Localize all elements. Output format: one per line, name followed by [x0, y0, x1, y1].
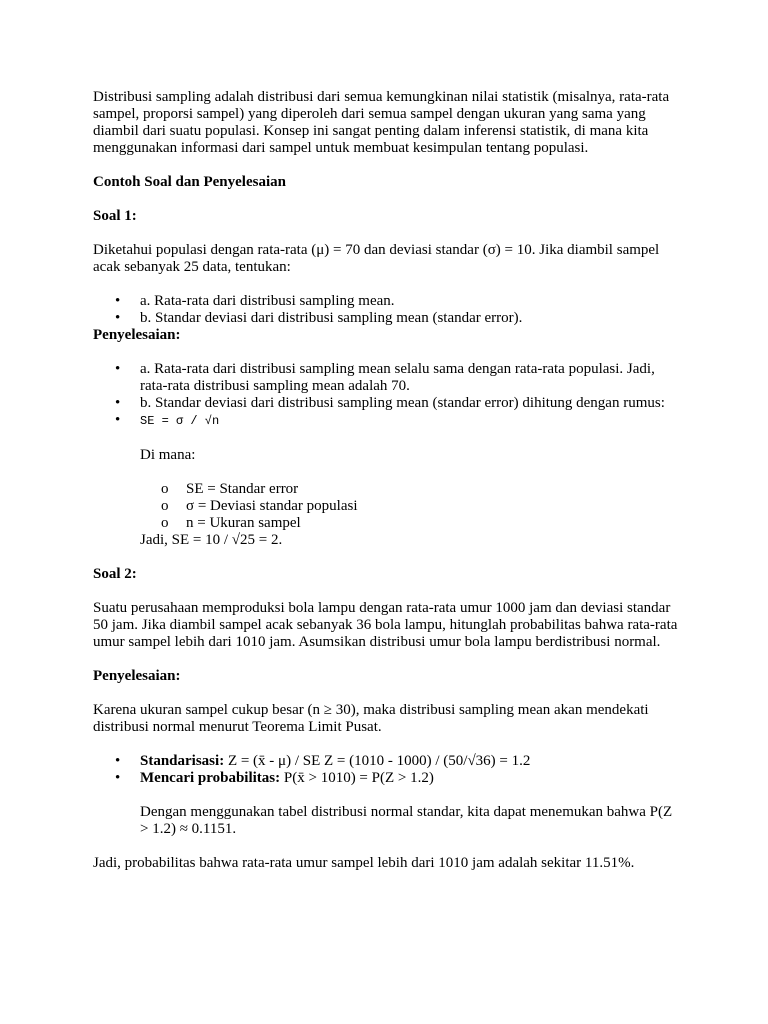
list-item-text: SE = Standar error [186, 481, 299, 497]
document-page [93, 89, 683, 872]
bullet-icon: • [115, 412, 121, 428]
step-label: Mencari probabilitas: [140, 770, 281, 786]
list-item [93, 395, 683, 412]
bullet-icon: • [115, 770, 121, 786]
list-item-text: a. Rata-rata dari distribusi sampling mean. [140, 293, 395, 309]
sub-bullet-icon: o [161, 481, 169, 497]
sub-bullet-icon: o [161, 498, 169, 514]
list-item [93, 753, 683, 770]
soal1-solution-heading: Penyelesaian: [93, 327, 181, 343]
list-item [93, 515, 683, 532]
list-item [93, 412, 683, 430]
soal2-conclusion: Jadi, probabilitas bahwa rata-rata umur sampel lebih dari 1010 jam adalah sekitar 11.51%. [93, 855, 635, 871]
section-title: Contoh Soal dan Penyelesaian [93, 174, 286, 190]
step-label: Standarisasi: [140, 753, 225, 769]
list-item-text: b. Standar deviasi dari distribusi sampling mean (standar error) dihitung dengan rumus: [140, 395, 665, 411]
bullet-icon: • [115, 753, 121, 769]
list-item [93, 498, 683, 515]
where-label: Di mana: [140, 447, 196, 463]
list-item-text: n = Ukuran sampel [186, 515, 301, 531]
formula-text: SE = σ / √n [140, 414, 220, 428]
list-item-text: b. Standar deviasi dari distribusi sampling mean (standar error). [140, 310, 523, 326]
table-note: Dengan menggunakan tabel distribusi normal standar, kita dapat menemukan bahwa P(Z > 1.2) ≈ 0.1151. [140, 804, 673, 837]
sub-bullet-icon: o [161, 515, 169, 531]
list-item [93, 481, 683, 498]
soal2-heading: Soal 2: [93, 566, 137, 582]
soal2-text: Suatu perusahaan memproduksi bola lampu dengan rata-rata umur 1000 jam dan deviasi standar 50 jam. Jika diambil sampel acak sebanyak 36 bola lampu, hitunglah probabilitas bahwa rata-rata umur sampel lebih dari 1010 jam. Asumsikan distribusi umur bola lampu berdistribusi normal. [93, 600, 678, 650]
soal2-solution-heading: Penyelesaian: [93, 668, 181, 684]
list-item [93, 293, 683, 310]
bullet-icon: • [115, 395, 121, 411]
intro-paragraph: Distribusi sampling adalah distribusi dari semua kemungkinan nilai statistik (misalnya, rata-rata sampel, proporsi sampel) yang diperoleh dari semua sampel dengan ukuran yang sama yang diambil dari suatu populasi. Konsep ini sangat penting dalam inferensi statistik, di mana kita menggunakan informasi dari sampel untuk membuat kesimpulan tentang populasi. [93, 89, 670, 156]
soal1-question-list [93, 293, 683, 327]
soal1-solution-list [93, 361, 683, 430]
soal1-conclusion: Jadi, SE = 10 / √25 = 2. [140, 532, 283, 548]
soal1-text: Diketahui populasi dengan rata-rata (μ) = 70 dan deviasi standar (σ) = 10. Jika diambil sampel acak sebanyak 25 data, tentukan: [93, 242, 660, 275]
bullet-icon: • [115, 361, 121, 377]
list-item [93, 361, 683, 395]
list-item [93, 770, 683, 787]
where-list [93, 481, 683, 532]
list-item [93, 310, 683, 327]
list-item-text: σ = Deviasi standar populasi [186, 498, 358, 514]
soal2-steps-list [93, 753, 683, 787]
step-text: P(x̄ > 1010) = P(Z > 1.2) [280, 770, 434, 786]
soal2-solution-text: Karena ukuran sampel cukup besar (n ≥ 30), maka distribusi sampling mean akan mendekati distribusi normal menurut Teorema Limit Pusat. [93, 702, 649, 735]
bullet-icon: • [115, 310, 121, 326]
step-text: Z = (x̄ - μ) / SE Z = (1010 - 1000) / (50/√36) = 1.2 [224, 753, 531, 769]
bullet-icon: • [115, 293, 121, 309]
list-item-text: a. Rata-rata dari distribusi sampling mean selalu sama dengan rata-rata populasi. Jadi, rata-rata distribusi sampling mean adalah 70. [140, 361, 655, 394]
soal1-heading: Soal 1: [93, 208, 137, 224]
